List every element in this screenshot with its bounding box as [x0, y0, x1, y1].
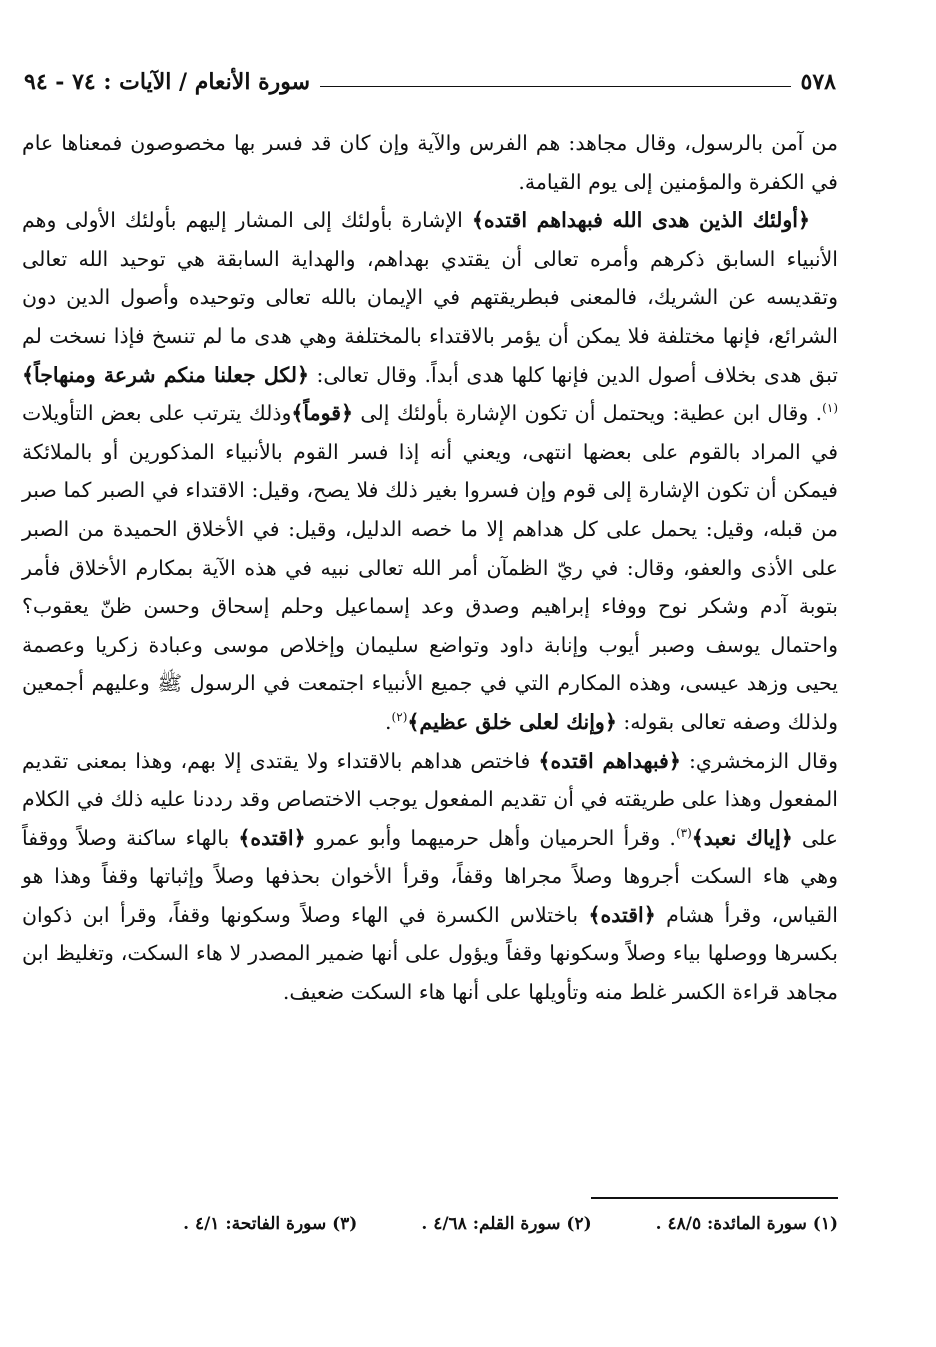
running-title: سورة الأنعام / الآيات : ٧٤ - ٩٤ — [24, 69, 311, 95]
footnote-3: (٣) سورة الفاتحة: ٤/١ . — [183, 1214, 358, 1234]
body-text — [22, 124, 838, 1012]
paragraph-text: . وقال ابن عطية: ويحتمل أن تكون الإشارة بأولئك إلى — [353, 401, 823, 426]
page-header — [24, 62, 836, 102]
paragraph-text: . — [385, 709, 392, 734]
quran-quote: ﴿إياك نعبد﴾ — [691, 825, 793, 850]
footnote-ref-2: (٢) — [391, 710, 408, 725]
paragraph-3 — [22, 742, 838, 1012]
footnote-separator — [591, 1197, 838, 1199]
footnote-1: (١) سورة المائدة: ٤٨/٥ . — [655, 1214, 838, 1234]
paragraph-1: من آمن بالرسول، وقال مجاهد: هم الفرس والآية وإن كان قد فسر بها مخصوصون فمعناها عام في الكفرة والمؤمنين إلى يوم القيامة. — [22, 131, 838, 194]
paragraph-text: . وقرأ الحرميان وأهل حرميهما وأبو عمرو — [305, 825, 676, 850]
footnote-ref-3: (٣) — [675, 825, 692, 840]
header-rule — [320, 86, 790, 87]
quran-quote: ﴿قوماً﴾ — [291, 401, 354, 426]
footnote-ref-1: (١) — [822, 401, 838, 416]
paragraph-text: وقال الزمخشري: — [680, 748, 839, 773]
paragraph-2 — [22, 201, 838, 741]
paragraph-text: الإشارة بأولئك إلى المشار إليهم بأولئك الأولى وهم الأنبياء السابق ذكرهم وأمره تعالى أن يقتدي بهداهم، والهداية السابقة هي توحيد الله تعالى وتقديسه عن الشريك، فالمعنى فبطريقتهم في الإيمان بالله تعالى وتوحيده وأصول الدين دون الشرائع، فإنها مختلفة فلا يمكن أن يؤمر بالاقتداء بالمختلفة وهي هدى ما لم تنسخ فإذا نسخت لم تبق هدى بخلاف أصول الدين فإنها كلها هدى أبداً. وقال تعالى: — [22, 208, 838, 387]
paragraph-text: باختلاس الكسرة في الهاء وصلاً وسكونها وقفاً، وقرأ ابن ذكوان بكسرها ووصلها بياء وصلاً وسكونها وقفاً ويؤول على أنها ضمير المصدر لا هاء السكت، وتغليظ ابن مجاهد قراءة الكسر غلط منه وتأويلها على أنها هاء السكت ضعيف. — [22, 902, 838, 1005]
quran-quote: ﴿اقتده﴾ — [238, 825, 306, 850]
quran-quote: ﴿أولئك الذين هدى الله فبهداهم اقتده﴾ — [471, 208, 811, 233]
quran-quote: ﴿وإنك لعلى خلق عظيم﴾ — [407, 709, 617, 734]
paragraph-text: وذلك يترتب على بعض التأويلات في المراد بالقوم على بعضها انتهى، ويعني أنه إذا فسر القوم بالأنبياء المذكورين أو بالملائكة فيمكن أن تكون الإشارة إلى قوم وإن فسروا بغير ذلك فلا يصح، وقيل: الاقتداء في الصبر كما صبر من قبله، وقيل: يحمل على كل هداهم إلا ما خصه الدليل، وقيل: في الأخلاق الحميدة من الصبر على الأذى والعفو، وقال: في ريّ الظمآن أمر الله تعالى نبيه في هذه الآية بمكارم الأخلاق فأمر بتوبة آدم وشكر نوح ووفاء إبراهيم وصدق وعد إسماعيل وحلم إسحاق وحسن ظنّ يعقوب؟ واحتمال يوسف وصبر أيوب وإنابة داود وتواضع سليمان وإخلاص موسى وعبادة زكريا وعصمة يحيى وزهد عيسى، وهذه المكارم التي في جميع الأنبياء اجتمعت في الرسول ﷺ وعليهم أجمعين ولذلك وصفه تعالى بقوله: — [22, 401, 838, 734]
paragraph-text: فاختص هداهم بالاقتداء ولا يقتدى إلا بهم، وهذا بمعنى تقديم المفعول وهذا على طريقته في أن تقديم المفعول يوجب الاختصاص وقد رددنا عليه ذلك في الكلام على — [22, 748, 838, 850]
quran-quote: ﴿فبهداهم اقتده﴾ — [538, 748, 681, 773]
quran-quote: ﴿اقتده﴾ — [588, 902, 656, 927]
page-number: ٥٧٨ — [800, 69, 836, 95]
paragraph-text: بالهاء ساكنة وصلاً ووقفاً وهي هاء السكت أجروها وصلاً مجراها وقفاً، وقرأ الأخوان بحذفها وصلاً وإثباتها وقفاً وهذا هو القياس، وقرأ هشام — [22, 825, 839, 927]
quran-quote: ﴿لكل جعلنا منكم شرعة ومنهاجاً﴾ — [22, 362, 309, 387]
footnote-2: (٢) سورة القلم: ٤/٦٨ . — [421, 1214, 592, 1234]
footnotes — [22, 1214, 838, 1234]
